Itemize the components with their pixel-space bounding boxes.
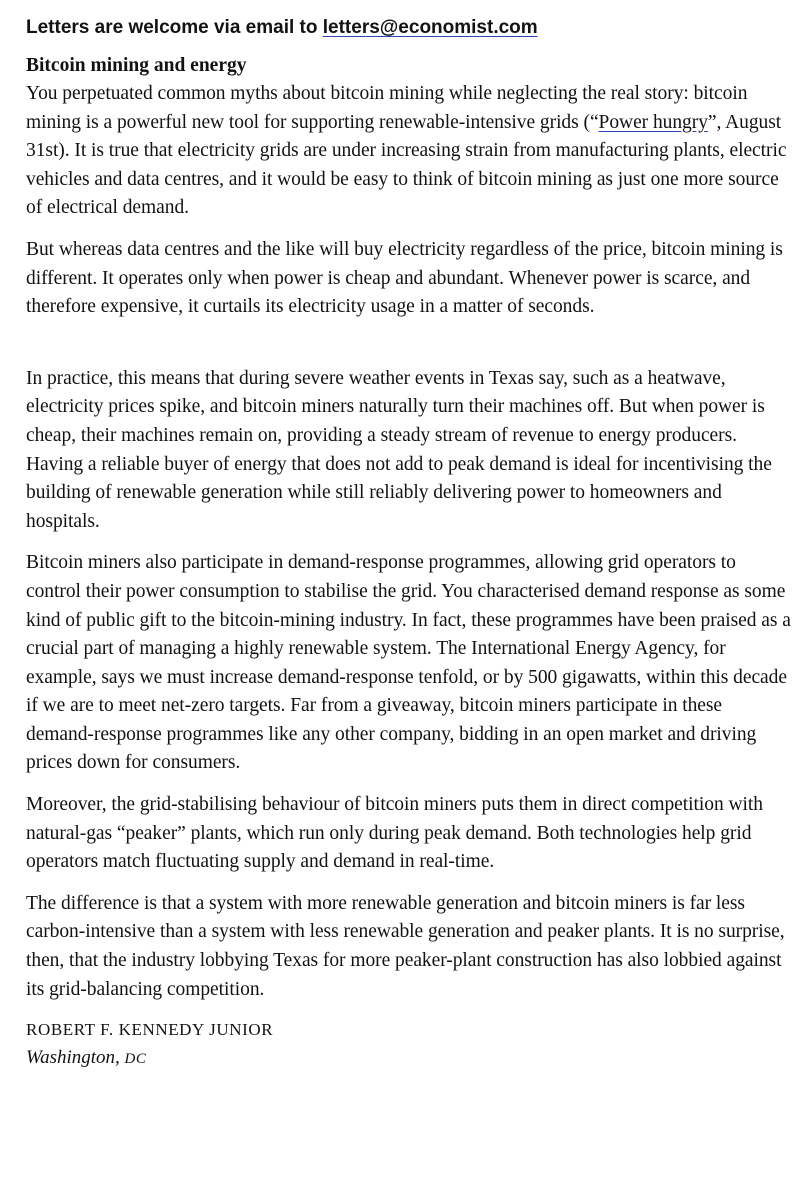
p1-text-end: ”, August 31st). It is true that electricity grids are under increasing strain from manufacturing plants, electric vehicles and data centres, and it would be easy to think of bitcoin mining as just one more source of electrical demand. [26,111,787,219]
letter-paragraph-6: The difference is that a system with more renewable generation and bitcoin miners is far less carbon-intensive than a system with less renewable generation and peaker plants. It is no surprise, then, that the industry lobbying Texas for more peaker-plant construction has also lobbied against its grid-balancing competition. [26,892,785,1000]
letter-paragraph-2: But whereas data centres and the like will buy electricity regardless of the price, bitcoin mining is different. It operates only when power is cheap and abundant. Whenever power is scarce, and therefore expensive, it curtails its electricity usage in a matter of seconds. [26,238,783,318]
letter-region: DC [124,1051,147,1068]
letter-paragraph-1 [26,80,794,223]
notice-text: Letters are welcome via email to [26,17,323,38]
letter-paragraph-5: Moreover, the grid-stabilising behaviour of bitcoin miners puts them in direct competition with natural-gas “peaker” plants, which run only during peak demand. Both technologies help grid operators match fluctuating supply and demand in real-time. [26,794,763,873]
letter-author: ROBERT F. KENNEDY JUNIOR [26,1020,274,1040]
letter-paragraph-4: Bitcoin miners also participate in demand-response programmes, allowing grid operators to control their power consumption to stabilise the grid. You characterised demand response as some kind of public gift to the bitcoin-mining industry. In fact, these programmes have been praised as a crucial part of managing a highly renewable system. The International Energy Agency, for example, says we must increase demand-response tenfold, or by 500 gigawatts, within this decade if we are to meet net-zero targets. Far from a giveaway, bitcoin miners participate in these demand-response programmes like any other company, bidding in an open market and driving prices down for consumers. [26,552,791,774]
letters-notice [26,14,794,42]
letter-paragraph-3: In practice, this means that during severe weather events in Texas say, such as a heatwave, electricity prices spike, and bitcoin miners naturally turn their machines off. But when power is cheap, their machines remain on, providing a steady stream of revenue to energy producers. Having a reliable buyer of energy that does not add to peak demand is ideal for incentivising the building of renewable generation while still reliably delivering power to homeowners and hospitals. [26,367,772,532]
letter [26,52,794,1072]
letter-location [26,1045,794,1072]
p1-text-start: You perpetuated common myths about bitcoin mining while neglecting the real story: bitcoin mining is a powerful new tool for supporting renewable-intensive grids (“ [26,83,748,133]
letters-page [26,14,794,1072]
letter-city: Washington, [26,1047,125,1069]
letter-headline: Bitcoin mining and energy [26,55,247,76]
paragraph-gap [26,335,794,365]
power-hungry-link[interactable]: Power hungry [598,111,708,133]
letters-email-link[interactable]: letters@economist.com [322,17,538,38]
